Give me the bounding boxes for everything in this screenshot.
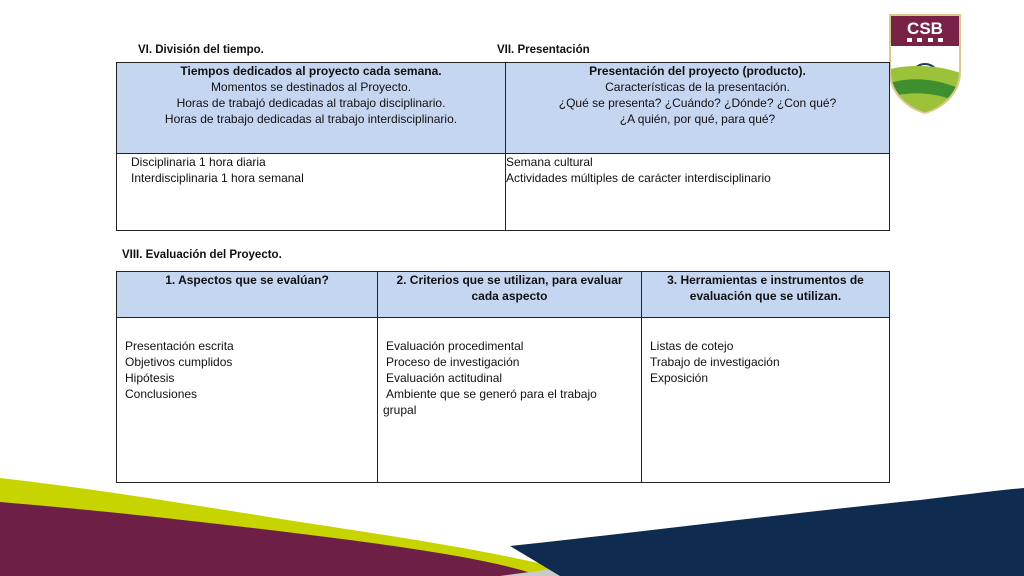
list-item: Hipótesis: [125, 371, 175, 385]
section-vii-heading: VII. Presentación: [497, 44, 590, 56]
evaluation-table: [116, 271, 890, 483]
list-item-wrap: grupal: [383, 403, 417, 417]
time-presentation-table: [116, 62, 890, 231]
body-line: Actividades múltiples de carácter interdisciplinario: [506, 171, 771, 185]
header-line: 3. Herramientas e instrumentos de: [667, 273, 864, 287]
list-item: Evaluación actitudinal: [386, 371, 503, 385]
header-line: Características de la presentación.: [605, 80, 790, 94]
header-line: cada aspecto: [471, 289, 548, 303]
maroon-swoosh: [0, 502, 540, 576]
header-line: 1. Aspectos que se evalúan?: [165, 273, 329, 287]
logo-text: CSB: [907, 19, 943, 38]
header-line: Horas de trabajo dedicadas al trabajo interdisciplinario.: [164, 112, 458, 126]
header-line: Tiempos dedicados al proyecto cada semana.: [180, 64, 442, 78]
list-item: Evaluación procedimental: [386, 339, 524, 353]
list-item: Ambiente que se generó para el trabajo: [386, 387, 597, 401]
list-item: Presentación escrita: [125, 339, 234, 353]
body-line: Interdisciplinaria 1 hora semanal: [131, 171, 304, 185]
aspects-body: [117, 318, 378, 483]
header-line: ¿A quién, por qué, para qué?: [619, 112, 776, 126]
header-line: evaluación que se utilizan.: [689, 289, 842, 303]
time-dedication-body: [117, 154, 506, 231]
list-item: Listas de cotejo: [650, 339, 734, 353]
list-item: Exposición: [650, 371, 709, 385]
criteria-header: [378, 272, 642, 318]
csb-school-logo: [887, 12, 963, 114]
header-line: Momentos se destinados al Proyecto.: [210, 80, 412, 94]
section-vi-heading: VI. División del tiempo.: [138, 44, 264, 56]
list-item: Trabajo de investigación: [650, 355, 780, 369]
list-item: Proceso de investigación: [386, 355, 520, 369]
aspects-header: [117, 272, 378, 318]
list-item: Conclusiones: [125, 387, 198, 401]
body-line: Semana cultural: [506, 155, 593, 169]
header-line: Horas de trabajó dedicadas al trabajo disciplinario.: [176, 96, 446, 110]
grey-shadow-swoosh: [500, 492, 1024, 576]
list-item: Objetivos cumplidos: [125, 355, 233, 369]
tools-body: [642, 318, 890, 483]
presentation-body: [506, 154, 890, 231]
tools-header: [642, 272, 890, 318]
section-viii-heading: VIII. Evaluación del Proyecto.: [122, 249, 282, 261]
time-dedication-header: [117, 63, 506, 154]
header-line: Presentación del proyecto (producto).: [589, 64, 806, 78]
header-line: 2. Criterios que se utilizan, para evaluar: [396, 273, 623, 287]
lime-swoosh: [0, 478, 590, 576]
body-line: Disciplinaria 1 hora diaria: [131, 155, 266, 169]
header-line: ¿Qué se presenta? ¿Cuándo? ¿Dónde? ¿Con qué?: [558, 96, 837, 110]
criteria-body: [378, 318, 642, 483]
navy-swoosh: [510, 488, 1024, 576]
presentation-header: [506, 63, 890, 154]
